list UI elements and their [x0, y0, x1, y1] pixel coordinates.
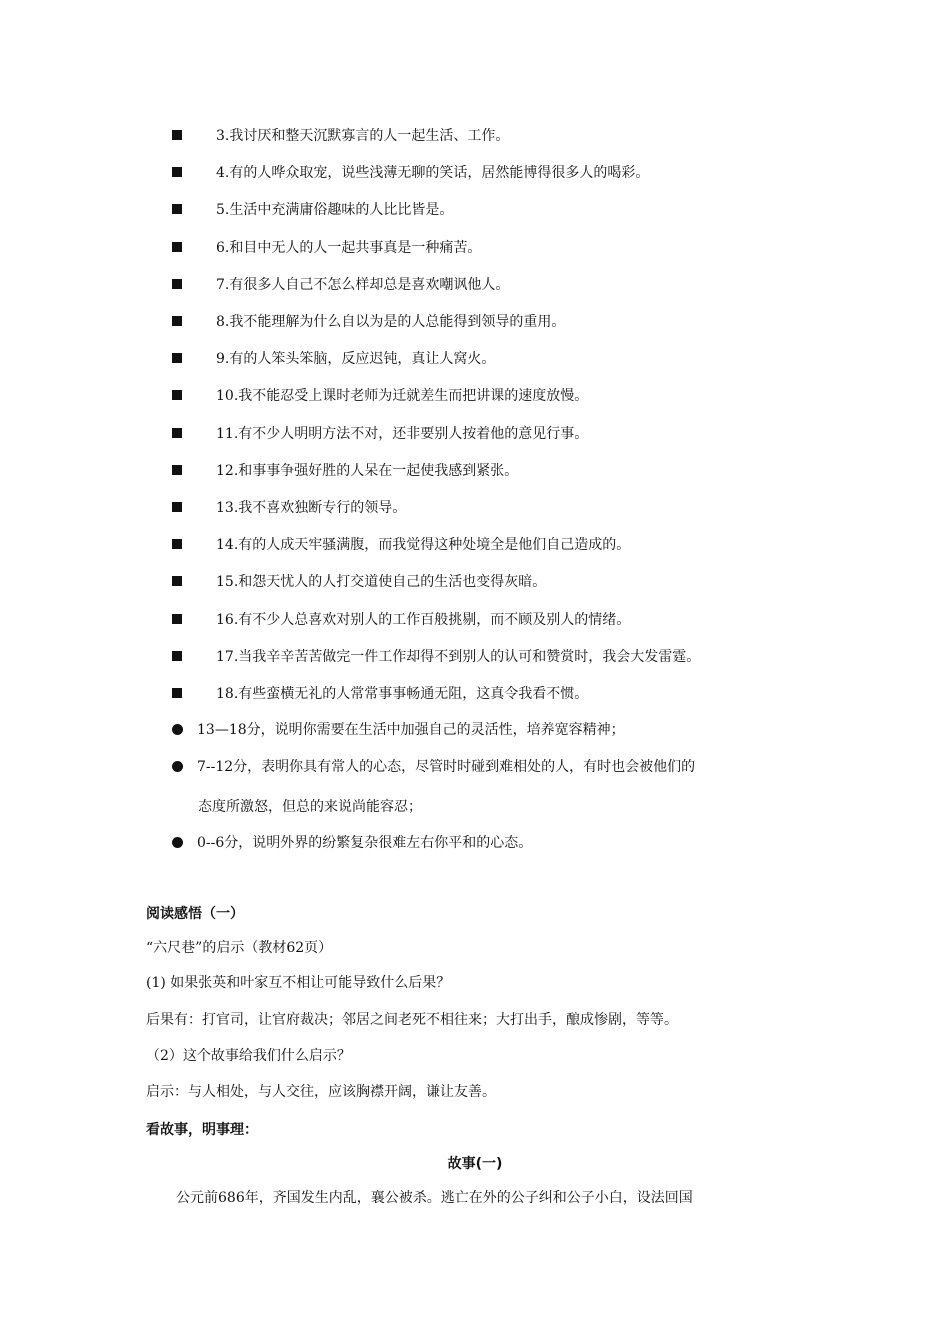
bullet-square-icon [172, 130, 182, 140]
checklist-item [172, 571, 546, 593]
checklist-item [172, 609, 630, 631]
checklist-item [172, 274, 509, 296]
checklist-item [172, 646, 700, 668]
checklist-item [172, 162, 649, 184]
checklist-item-text: 3.我讨厌和整天沉默寡言的人一起生活、工作。 [216, 128, 510, 144]
bullet-square-icon [172, 390, 182, 400]
reading-answer-2: 启示：与人相处，与人交往，应该胸襟开阔，谦让友善。 [146, 1084, 496, 1100]
bullet-square-icon [172, 428, 182, 438]
checklist-item [172, 199, 453, 221]
checklist-item [172, 497, 406, 519]
bullet-square-icon [172, 167, 182, 177]
checklist-item-text: 14.有的人成天牢骚满腹，而我觉得这种处境全是他们自己造成的。 [216, 537, 631, 554]
bullet-dot-icon [172, 761, 183, 772]
checklist-item-text: 8.我不能理解为什么自以为是的人总能得到领导的重用。 [216, 314, 566, 330]
checklist-item-text: 6.和目中无人的人一起共事真是一种痛苦。 [216, 239, 482, 256]
bullet-square-icon [172, 539, 182, 549]
bullet-square-icon [172, 204, 182, 214]
checklist-item-text: 16.有不少人总喜欢对别人的工作百般挑剔，而不顾及别人的情绪。 [216, 611, 631, 628]
checklist-item [172, 125, 509, 147]
score-text-mid-line2: 态度所激怒，但总的来说尚能容忍； [198, 799, 422, 815]
score-item-high [172, 719, 625, 741]
score-text-high: 13—18分，说明你需要在生活中加强自己的灵活性，培养宽容精神； [197, 722, 625, 738]
checklist-item-text: 18.有些蛮横无礼的人常常事事畅通无阻，这真令我看不惯。 [216, 686, 589, 702]
checklist-item [172, 460, 518, 482]
checklist-item [172, 385, 588, 407]
checklist-item-text: 7.有很多人自己不怎么样却总是喜欢嘲讽他人。 [216, 276, 510, 293]
checklist-item-text: 10.我不能忍受上课时老师为迁就差生而把讲课的速度放慢。 [216, 388, 589, 405]
checklist-item-text: 5.生活中充满庸俗趣味的人比比皆是。 [216, 202, 454, 219]
checklist-item-text: 4.有的人哗众取宠，说些浅薄无聊的笑话，居然能博得很多人的喝彩。 [216, 165, 650, 182]
reading-answer-1: 后果有：打官司，让官府裁决；邻居之间老死不相往来；大打出手，酿成惨剧，等等。 [146, 1012, 678, 1028]
score-text-mid-line1: 7--12分，表明你具有常人的心态，尽管时时碰到难相处的人，有时也会被他们的 [197, 759, 696, 775]
checklist-item [172, 348, 495, 370]
bullet-square-icon [172, 688, 182, 698]
checklist-item [172, 683, 588, 705]
checklist-item-text: 15.和怨天忧人的人打交道使自己的生活也变得灰暗。 [216, 574, 547, 591]
bullet-square-icon [172, 502, 182, 512]
reading-question-2: （2）这个故事给我们什么启示？ [146, 1048, 351, 1064]
bullet-square-icon [172, 465, 182, 475]
reading-title: “六尺巷”的启示（教材62页） [146, 940, 333, 956]
score-item-low [172, 832, 532, 854]
reading-question-1: (1) 如果张英和叶家互不相让可能导致什么后果？ [146, 975, 451, 991]
bullet-dot-icon [172, 724, 183, 735]
bullet-square-icon [172, 279, 182, 289]
score-text-low: 0--6分，说明外界的纷繁复杂很难左右你平和的心态。 [197, 835, 533, 851]
story-title: 故事(一) [447, 1156, 503, 1172]
checklist-item [172, 534, 630, 556]
checklist-item-text: 17.当我辛辛苦苦做完一件工作却得不到别人的认可和赞赏时，我会大发雷霆。 [216, 648, 701, 665]
story-heading: 看故事，明事理： [146, 1122, 258, 1138]
checklist-item-text: 9.有的人笨头笨脑，反应迟钝，真让人窝火。 [216, 351, 496, 368]
checklist-item-text: 11.有不少人明明方法不对，还非要别人按着他的意见行事。 [216, 425, 589, 442]
bullet-square-icon [172, 242, 182, 252]
checklist-item [172, 423, 588, 445]
score-item-mid [172, 756, 695, 778]
checklist-item [172, 237, 481, 259]
bullet-square-icon [172, 576, 182, 586]
checklist-item-text: 12.和事事争强好胜的人呆在一起使我感到紧张。 [216, 462, 519, 479]
bullet-square-icon [172, 651, 182, 661]
reading-heading: 阅读感悟（一） [146, 906, 244, 922]
checklist-item [172, 311, 565, 333]
bullet-square-icon [172, 353, 182, 363]
bullet-dot-icon [172, 837, 183, 848]
story-paragraph: 公元前686年，齐国发生内乱，襄公被杀。逃亡在外的公子纠和公子小白，设法回国 [176, 1190, 693, 1206]
checklist-item-text: 13.我不喜欢独断专行的领导。 [216, 500, 407, 516]
bullet-square-icon [172, 614, 182, 624]
bullet-square-icon [172, 316, 182, 326]
